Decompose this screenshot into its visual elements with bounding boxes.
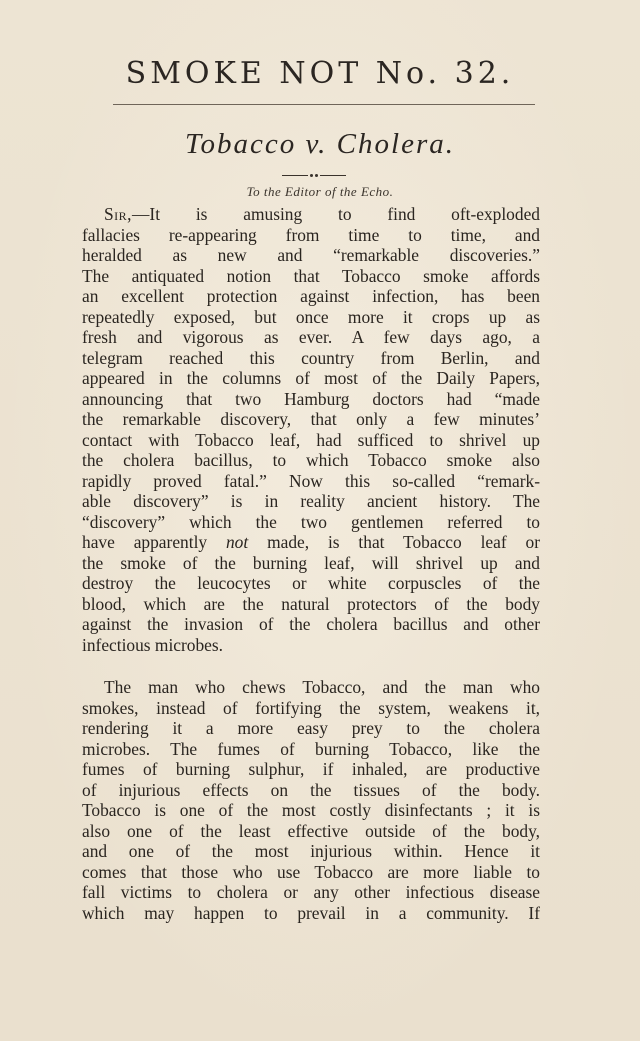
text-line: the cholera bacillus, to which Tobacco smoke also	[82, 450, 540, 470]
salutation: Sir,	[104, 204, 133, 224]
running-header: SMOKE NOT No. 32.	[125, 56, 515, 91]
paragraph-1	[82, 204, 540, 655]
article-title: Tobacco v. Cholera.	[185, 128, 455, 160]
title-ornament	[282, 173, 346, 179]
text-line: able discovery” is in reality ancient history. The	[82, 491, 540, 511]
text-line: of injurious effects on the tissues of the body.	[82, 779, 540, 800]
text-line: contact with Tobacco leaf, had sufficed to shrivel up	[82, 429, 540, 450]
text-line: destroy the leucocytes or white corpuscles of the	[82, 573, 540, 593]
text-line: which may happen to prevail in a community. If	[82, 902, 540, 923]
text-line: announcing that two Hamburg doctors had “made	[82, 388, 540, 409]
text-line: the remarkable discovery, that only a few minutes’	[82, 409, 540, 429]
text-line: the smoke of the burning leaf, will shrivel up and	[82, 552, 540, 573]
text-line: microbes. The fumes of burning Tobacco, like the	[82, 738, 540, 759]
text-line: Tobacco is one of the most costly disinfectants ; it is	[82, 800, 540, 820]
emphasis-not: not	[225, 532, 249, 552]
text-line: appeared in the columns of most of the Daily Papers,	[82, 368, 540, 388]
paragraph-2	[82, 677, 540, 923]
text-line: “discovery” which the two gentlemen referred to	[82, 511, 540, 532]
text-line: Sir,—It is amusing to find oft-exploded	[104, 204, 540, 224]
text-line: The antiquated notion that Tobacco smoke affords	[82, 265, 540, 286]
text-line: fumes of burning sulphur, if inhaled, are productive	[82, 759, 540, 779]
text-line: have apparently not made, is that Tobacco leaf or	[82, 532, 540, 552]
addressed-to: To the Editor of the Echo.	[246, 184, 394, 199]
text-line: against the invasion of the cholera bacillus and other	[82, 614, 540, 634]
text-line: fall victims to cholera or any other infectious disease	[82, 882, 540, 902]
text-line: rapidly proved fatal.” Now this so-called “remark-	[82, 470, 540, 491]
text-line: telegram reached this country from Berlin, and	[82, 347, 540, 368]
text-line: an excellent protection against infection, has been	[82, 286, 540, 306]
text-line: and one of the most injurious within. Hence it	[82, 841, 540, 861]
text-line: The man who chews Tobacco, and the man who	[104, 677, 540, 697]
text-line: repeatedly exposed, but once more it crops up as	[82, 306, 540, 327]
text-line: fresh and vigorous as ever. A few days ago, a	[82, 327, 540, 347]
text-line: blood, which are the natural protectors of the body	[82, 593, 540, 614]
text-line: heralded as new and “remarkable discoveries.”	[82, 245, 540, 265]
text-line: comes that those who use Tobacco are more liable to	[82, 861, 540, 882]
header-rule	[113, 104, 535, 105]
text-line: rendering it a more easy prey to the cholera	[82, 718, 540, 738]
text-line: fallacies re-appearing from time to time, and	[82, 224, 540, 245]
text-line: also one of the least effective outside of the body,	[82, 820, 540, 841]
text-line: infectious microbes.	[82, 634, 224, 655]
text-line: smokes, instead of fortifying the system, weakens it,	[82, 697, 540, 718]
